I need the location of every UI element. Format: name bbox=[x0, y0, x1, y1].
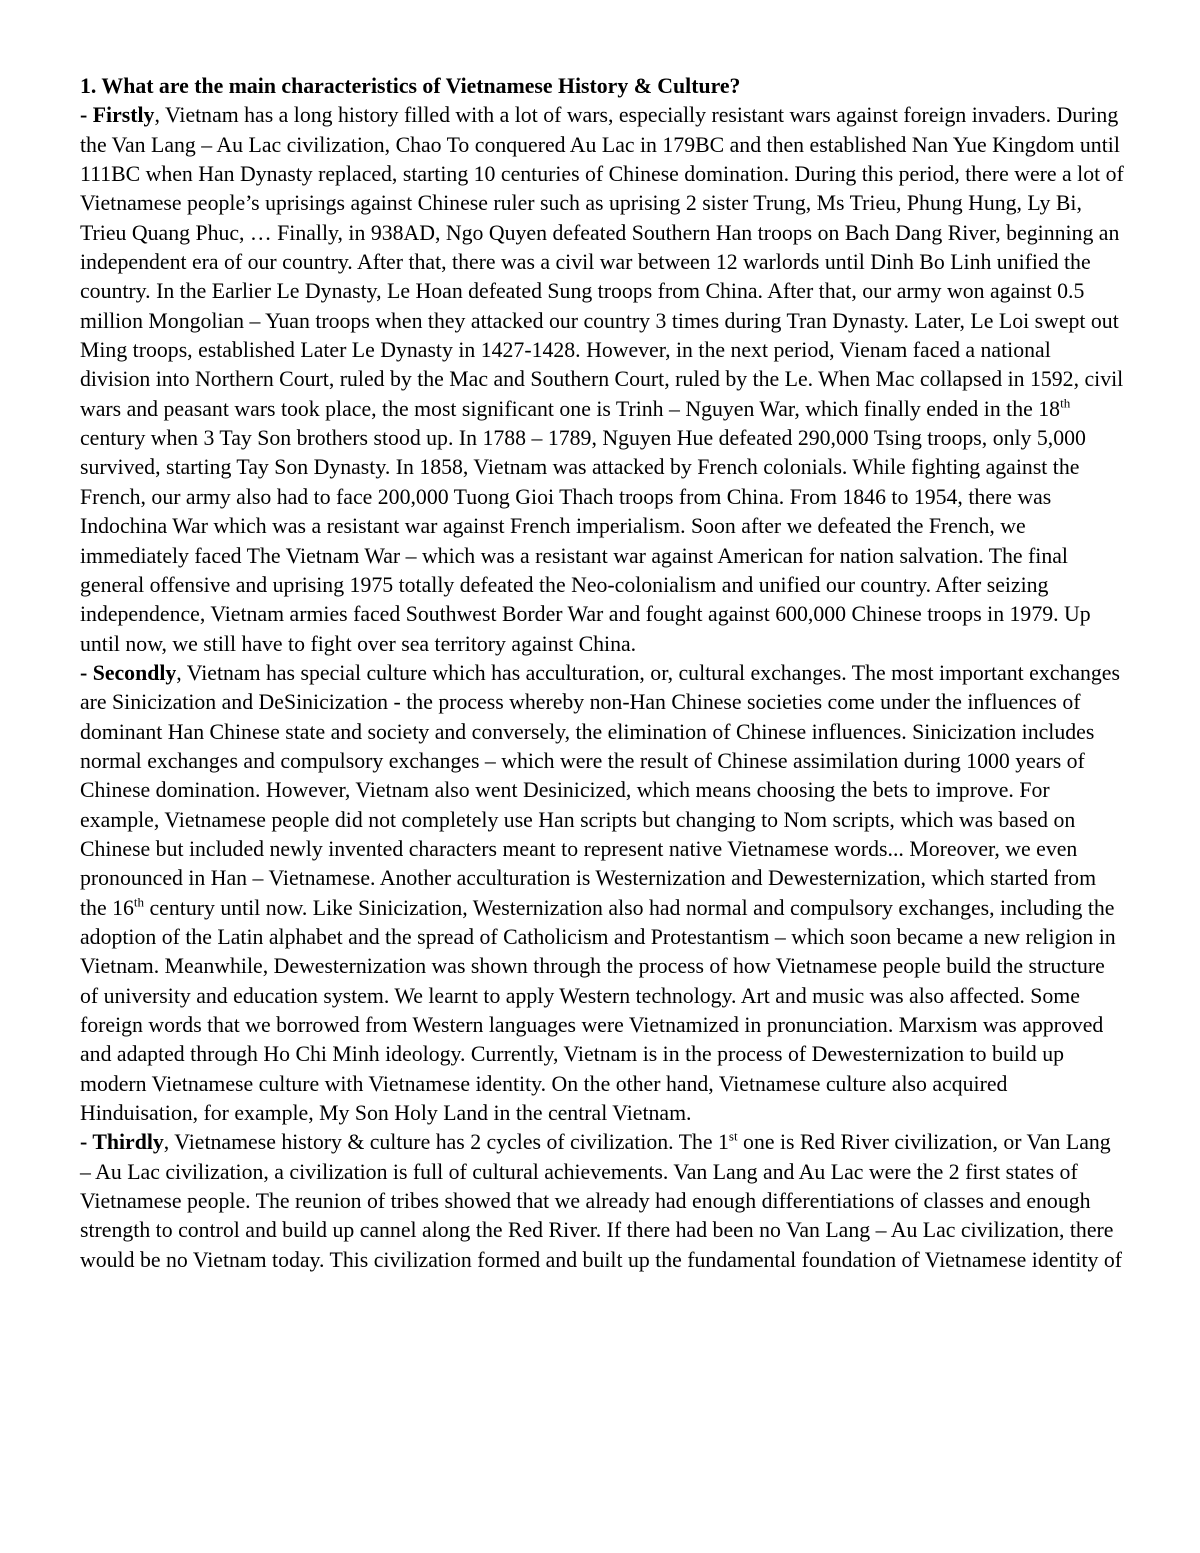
paragraph-firstly bbox=[80, 101, 1124, 659]
ordinal-suffix: th bbox=[1060, 395, 1071, 411]
ordinal-suffix: st bbox=[728, 1129, 738, 1145]
paragraph-text: , Vietnamese history & culture has 2 cycles of civilization. The 1 bbox=[163, 1130, 729, 1155]
paragraph-text: one is Red River civilization, or Van Lang – Au Lac civilization, a civilization is full of cultural achievements. Van Lang and Au Lac were the 2 first states of Vietnamese people. The reunion of tribes showed that we already had enough differentiations of classes and enough strength to control and build up cannel along the Red River. If there had been no Van Lang – Au Lac civilization, there would be no Vietnam today. This civilization formed and built up the fundamental foundation of Vietnamese identity of bbox=[80, 1130, 1122, 1272]
page-title: 1. What are the main characteristics of Vietnamese History & Culture? bbox=[80, 74, 741, 98]
paragraph-text: century when 3 Tay Son brothers stood up. In 1788 – 1789, Nguyen Hue defeated 290,000 Tsing troops, only 5,000 survived, starting Tay Son Dynasty. In 1858, Vietnam was attacked by French colonials. While fighting against the French, our army also had to face 200,000 Tuong Gioi Thach troops from China. From 1846 to 1954, there was Indochina War which was a resistant war against French imperialism. Soon after we defeated the French, we immediately faced The Vietnam War – which was a resistant war against American for nation salvation. The final general offensive and uprising 1975 totally defeated the Neo-colonialism and unified our country. After seizing independence, Vietnam armies faced Southwest Border War and fought against 600,000 Chinese troops in 1979. Up until now, we still have to fight over sea territory against China. bbox=[80, 426, 1091, 656]
paragraph-lead: - Thirdly bbox=[80, 1130, 164, 1155]
paragraph-secondly bbox=[80, 659, 1124, 1129]
paragraph-text: , Vietnam has a long history filled with a lot of wars, especially resistant wars against foreign invaders. During the Van Lang – Au Lac civilization, Chao To conquered Au Lac in 179BC and then established Nan Yue Kingdom until 111BC when Han Dynasty replaced, starting 10 centuries of Chinese domination. During this period, there were a lot of Vietnamese people’s uprisings against Chinese ruler such as uprising 2 sister Trung, Ms Trieu, Phung Hung, Ly Bi, Trieu Quang Phuc, … Finally, in 938AD, Ngo Quyen defeated Southern Han troops on Bach Dang River, beginning an independent era of our country. After that, there was a civil war between 12 warlords until Dinh Bo Linh unified the country. In the Earlier Le Dynasty, Le Hoan defeated Sung troops from China. After that, our army won against 0.5 million Mongolian – Yuan troops when they attacked our country 3 times during Tran Dynasty. Later, Le Loi swept out Ming troops, established Later Le Dynasty in 1427-1428. However, in the next period, Vienam faced a national division into Northern Court, ruled by the Mac and Southern Court, ruled by the Le. When Mac collapsed in 1592, civil wars and peasant wars took place, the most significant one is Trinh – Nguyen War, which finally ended in the 18 bbox=[80, 103, 1124, 421]
paragraph-text: century until now. Like Sinicization, Westernization also had normal and compulsory exchanges, including the adoption of the Latin alphabet and the spread of Catholicism and Protestantism – which soon became a new religion in Vietnam. Meanwhile, Dewesternization was shown through the process of how Vietnamese people build the structure of university and education system. We learnt to apply Western technology. Art and music was also affected. Some foreign words that we borrowed from Western languages were Vietnamized in pronunciation. Marxism was approved and adapted through Ho Chi Minh ideology. Currently, Vietnam is in the process of Dewesternization to build up modern Vietnamese culture with Vietnamese identity. On the other hand, Vietnamese culture also acquired Hinduisation, for example, My Son Holy Land in the central Vietnam. bbox=[80, 895, 1116, 1126]
ordinal-suffix: th bbox=[133, 894, 145, 910]
paragraph-lead: - Firstly bbox=[80, 103, 155, 128]
paragraph-text: , Vietnam has special culture which has acculturation, or, cultural exchanges. The most important exchanges are Sinicization and DeSinicization - the process whereby non-Han Chinese societies come under the influences of dominant Han Chinese state and society and conversely, the elimination of Chinese influences. Sinicization includes normal exchanges and compulsory exchanges – which were the result of Chinese assimilation during 1000 years of Chinese domination. However, Vietnam also went Desinicized, which means choosing the bets to improve. For example, Vietnamese people did not completely use Han scripts but changing to Nom scripts, which was based on Chinese but included newly invented characters meant to represent native Vietnamese words... Moreover, we even pronounced in Han – Vietnamese. Another acculturation is Westernization and Dewesternization, which started from the 16 bbox=[80, 660, 1120, 920]
paragraph-thirdly bbox=[80, 1128, 1124, 1275]
document-page bbox=[80, 72, 1124, 1275]
paragraph-lead: - Secondly bbox=[80, 660, 177, 685]
